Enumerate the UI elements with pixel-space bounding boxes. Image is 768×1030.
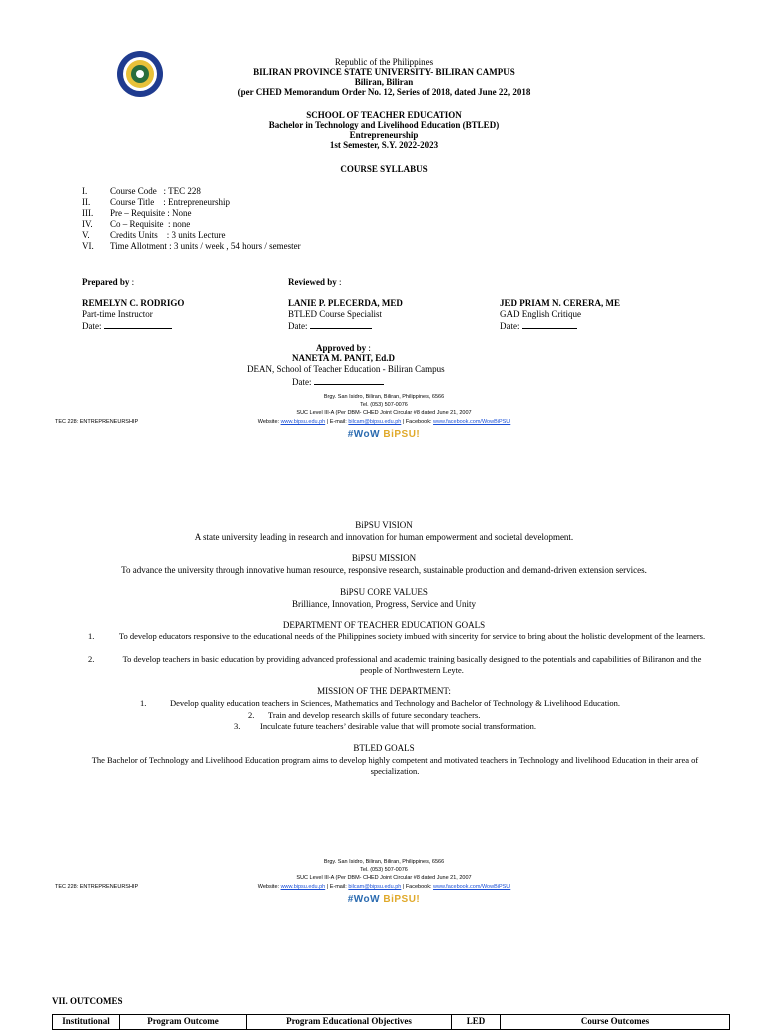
dept-mission-text: Train and develop research skills of future secondary teachers. [268,710,481,720]
reviewed-date: Date: [288,320,372,332]
course-info-row: I. Course Code : TEC 228 [82,186,201,196]
dept-goal-num: 2. [88,654,95,664]
btled-goals-text: The Bachelor of Technology and Livelihood Education program aims to develop highly competent and motivated teachers in Technology and livelihood Education in their area of specialization. [91,755,699,776]
column-header: Program Educational Objectives [247,1015,452,1030]
vision-text: A state university leading in research and innovation for human empowerment and societal development. [194,532,574,542]
republic-line: Republic of the Philippines [334,57,434,67]
hashtag: #WoW BiPSU! [347,429,421,440]
email-link[interactable]: bilcam@bipsu.edu.ph [348,419,402,425]
footer-suc: SUC Level III-A (Per DBM- CHED Joint Circular #8 dated June 21, 2007 [296,875,472,881]
facebook-link[interactable]: www.facebook.com/WowBiPSU [433,884,511,890]
outcomes-table [52,1014,730,1030]
course-info-row: II. Course Title : Entrepreneurship [82,197,230,207]
gad-role: GAD English Critique [500,309,581,319]
university-name: BILIRAN PROVINCE STATE UNIVERSITY- BILIRAN CAMPUS [253,67,515,77]
dept-mission-text: Inculcate future teachers’ desirable value that will promote social transformation. [260,721,536,731]
values-title: BiPSU CORE VALUES [340,587,428,597]
reviewed-role: BTLED Course Specialist [288,309,382,319]
prepared-by-label: Prepared by : [82,277,135,287]
values-text: Brilliance, Innovation, Progress, Service and Unity [292,599,476,609]
approved-by-label: Approved by : [316,343,371,353]
footer-course-tag: TEC 228: ENTREPRENEURSHIP [55,419,139,425]
table-header-row [53,1015,730,1030]
approved-date: Date: [292,376,384,388]
course-info-row: VI. Time Allotment : 3 units / week , 54 hours / semester [82,241,301,251]
gad-name: JED PRIAM N. CERERA, ME [500,298,620,308]
footer-address: Brgy. San Isidro, Biliran, Biliran, Philippines, 6566 [323,394,445,400]
hashtag: #WoW BiPSU! [347,894,421,905]
dept-goal-num: 1. [88,631,95,641]
document-title: COURSE SYLLABUS [340,164,428,174]
vision-title: BiPSU VISION [355,520,413,530]
website-link[interactable]: www.bipsu.edu.ph [280,884,326,890]
column-header: Institutional [53,1015,120,1030]
prepared-name: REMELYN C. RODRIGO [82,298,185,308]
footer-links: Website: www.bipsu.edu.ph | E-mail: bilcam@bipsu.edu.ph | Facebook: www.facebook.com/WowBiPSU [257,884,511,890]
column-header: LED [452,1015,501,1030]
dept-goals-title: DEPARTMENT OF TEACHER EDUCATION GOALS [282,620,486,630]
university-location: Biliran, Biliran [354,77,414,87]
school-name: SCHOOL OF TEACHER EDUCATION [306,110,462,120]
column-header: Program Outcome [120,1015,247,1030]
mission-text: To advance the university through innovative human resource, responsive research, sustainable production and demand-driven extension services. [121,565,647,575]
course-info-row: V. Credits Units : 3 units Lecture [82,230,226,240]
footer-links: Website: www.bipsu.edu.ph | E-mail: bilcam@bipsu.edu.ph | Facebook: www.facebook.com/WowBiPSU [257,419,511,425]
semester: 1st Semester, S.Y. 2022-2023 [329,140,439,150]
dept-goal-text: To develop educators responsive to the educational needs of the Philippines society imbued with sincerity for service to bring about the holistic development of the learners. [118,631,706,641]
footer-suc: SUC Level III-A (Per DBM- CHED Joint Circular #8 dated June 21, 2007 [296,410,472,416]
footer-tel: Tel. (053) 507-0076 [360,867,408,873]
dept-goal-text: To develop teachers in basic education by providing advanced professional and academic training basically designed to the potentials and capabilities of Biliranon and the people of Northwestern Leyte. [122,654,702,675]
dept-mission-num: 1. [140,698,147,708]
gad-date: Date: [500,320,577,332]
dept-mission-title: MISSION OF THE DEPARTMENT: [317,686,451,696]
major-name: Entrepreneurship [349,130,419,140]
btled-goals-title: BTLED GOALS [353,743,415,753]
course-info-row: III. Pre – Requisite : None [82,208,192,218]
prepared-role: Part-time Instructor [82,309,153,319]
footer-address: Brgy. San Isidro, Biliran, Biliran, Philippines, 6566 [323,859,445,865]
dept-mission-num: 2. [248,710,255,720]
website-link[interactable]: www.bipsu.edu.ph [280,419,326,425]
outcomes-title: VII. OUTCOMES [52,996,123,1006]
reviewed-name: LANIE P. PLECERDA, MED [288,298,403,308]
approved-role: DEAN, School of Teacher Education - Biliran Campus [247,364,445,374]
dept-mission-num: 3. [234,721,241,731]
prepared-date: Date: [82,320,172,332]
email-link[interactable]: bilcam@bipsu.edu.ph [348,884,402,890]
column-header: Course Outcomes [501,1015,730,1030]
course-info-row: IV. Co – Requisite : none [82,219,191,229]
dept-mission-text: Develop quality education teachers in Sciences, Mathematics and Technology and Bachelor of Technology & Livelihood Education. [170,698,621,708]
approved-name: NANETA M. PANIT, Ed.D [292,353,396,363]
facebook-link[interactable]: www.facebook.com/WowBiPSU [433,419,511,425]
ched-memo: (per CHED Memorandum Order No. 12, Series of 2018, dated June 22, 2018 [237,87,531,97]
program-name: Bachelor in Technology and Livelihood Education (BTLED) [268,120,500,130]
reviewed-by-label: Reviewed by : [288,277,342,287]
mission-title: BiPSU MISSION [351,553,417,563]
footer-course-tag: TEC 228: ENTREPRENEURSHIP [55,884,139,890]
footer-tel: Tel. (053) 507-0076 [360,402,408,408]
